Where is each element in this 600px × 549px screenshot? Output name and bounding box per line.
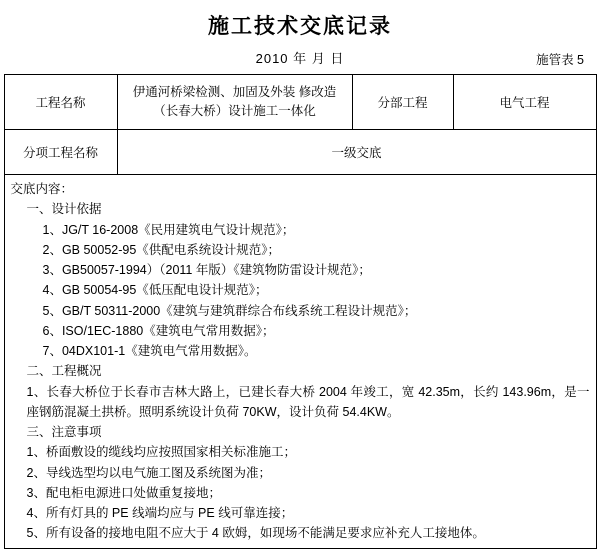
table-row xyxy=(4,75,596,130)
table-row xyxy=(4,130,596,175)
sub-project-label: 分部工程 xyxy=(352,75,453,130)
project-name-label: 工程名称 xyxy=(4,75,117,130)
content-line: 一、设计依据 xyxy=(26,202,102,217)
table-row-content xyxy=(4,175,596,549)
content-line: 三、注意事项 xyxy=(26,425,102,439)
content-line: 2、GB 50052-95《供配电系统设计规范》； xyxy=(42,242,281,257)
main-table xyxy=(4,74,597,549)
project-name-line2: （长春大桥）设计施工一体化 xyxy=(153,104,316,118)
document-page xyxy=(0,10,600,541)
content-line: 7、04DX101-1《建筑电气常用数据》。 xyxy=(42,344,257,358)
content-line: 2、导线选型均以电气施工图及系统图为准； xyxy=(26,465,271,480)
content-line: 4、所有灯具的 PE 线端均应与 PE 线可靠连接； xyxy=(26,506,294,520)
project-name-value xyxy=(117,75,352,130)
form-number: 施管表 5 xyxy=(536,53,584,67)
content-line: 3、配电柜电源进口处做重复接地； xyxy=(26,485,221,500)
date-text: 2010 年 月 日 xyxy=(255,51,345,66)
content-line: 5、GB/T 50311-2000《建筑与建筑群综合布线系统工程设计规范》； xyxy=(42,303,417,318)
content-cell xyxy=(4,175,596,549)
content-line: 二、工程概况 xyxy=(26,364,102,379)
sub-item-label: 分项工程名称 xyxy=(4,130,117,175)
content-header: 交底内容： xyxy=(10,182,74,196)
content-line: 3、GB50057-1994）（2011 年版）《建筑物防雷设计规范》； xyxy=(42,263,371,277)
content-line: 1、JG/T 16-2008《民用建筑电气设计规范》； xyxy=(42,222,295,237)
content-line: 6、ISO/1EC-1880《建筑电气常用数据》； xyxy=(42,323,275,338)
sub-project-value: 电气工程 xyxy=(453,75,596,130)
content-line: 4、GB 50054-95《低压配电设计规范》； xyxy=(42,283,268,298)
content-line: 1、桥面敷设的缆线均应按照国家相关标准施工； xyxy=(26,445,296,460)
date-row xyxy=(0,48,600,70)
project-name-line1: 伊通河桥梁检测、加固及外装 修改造 xyxy=(132,84,337,99)
content-line: 5、所有设备的接地电阻不应大于 4 欧姆，如现场不能满足要求应补充人工接地体。 xyxy=(26,526,485,541)
page-title: 施工技术交底记录 xyxy=(208,14,392,38)
content-line: 1、长春大桥位于长春市吉林大路上，已建长春大桥 2004 年竣工，宽 42.35m，长约 143.96m，是一座钢筋混凝土拱桥。照明系统设计负荷 70KW，设计负荷 54.4KW。 xyxy=(26,384,590,419)
sub-item-value: 一级交底 xyxy=(117,130,596,175)
